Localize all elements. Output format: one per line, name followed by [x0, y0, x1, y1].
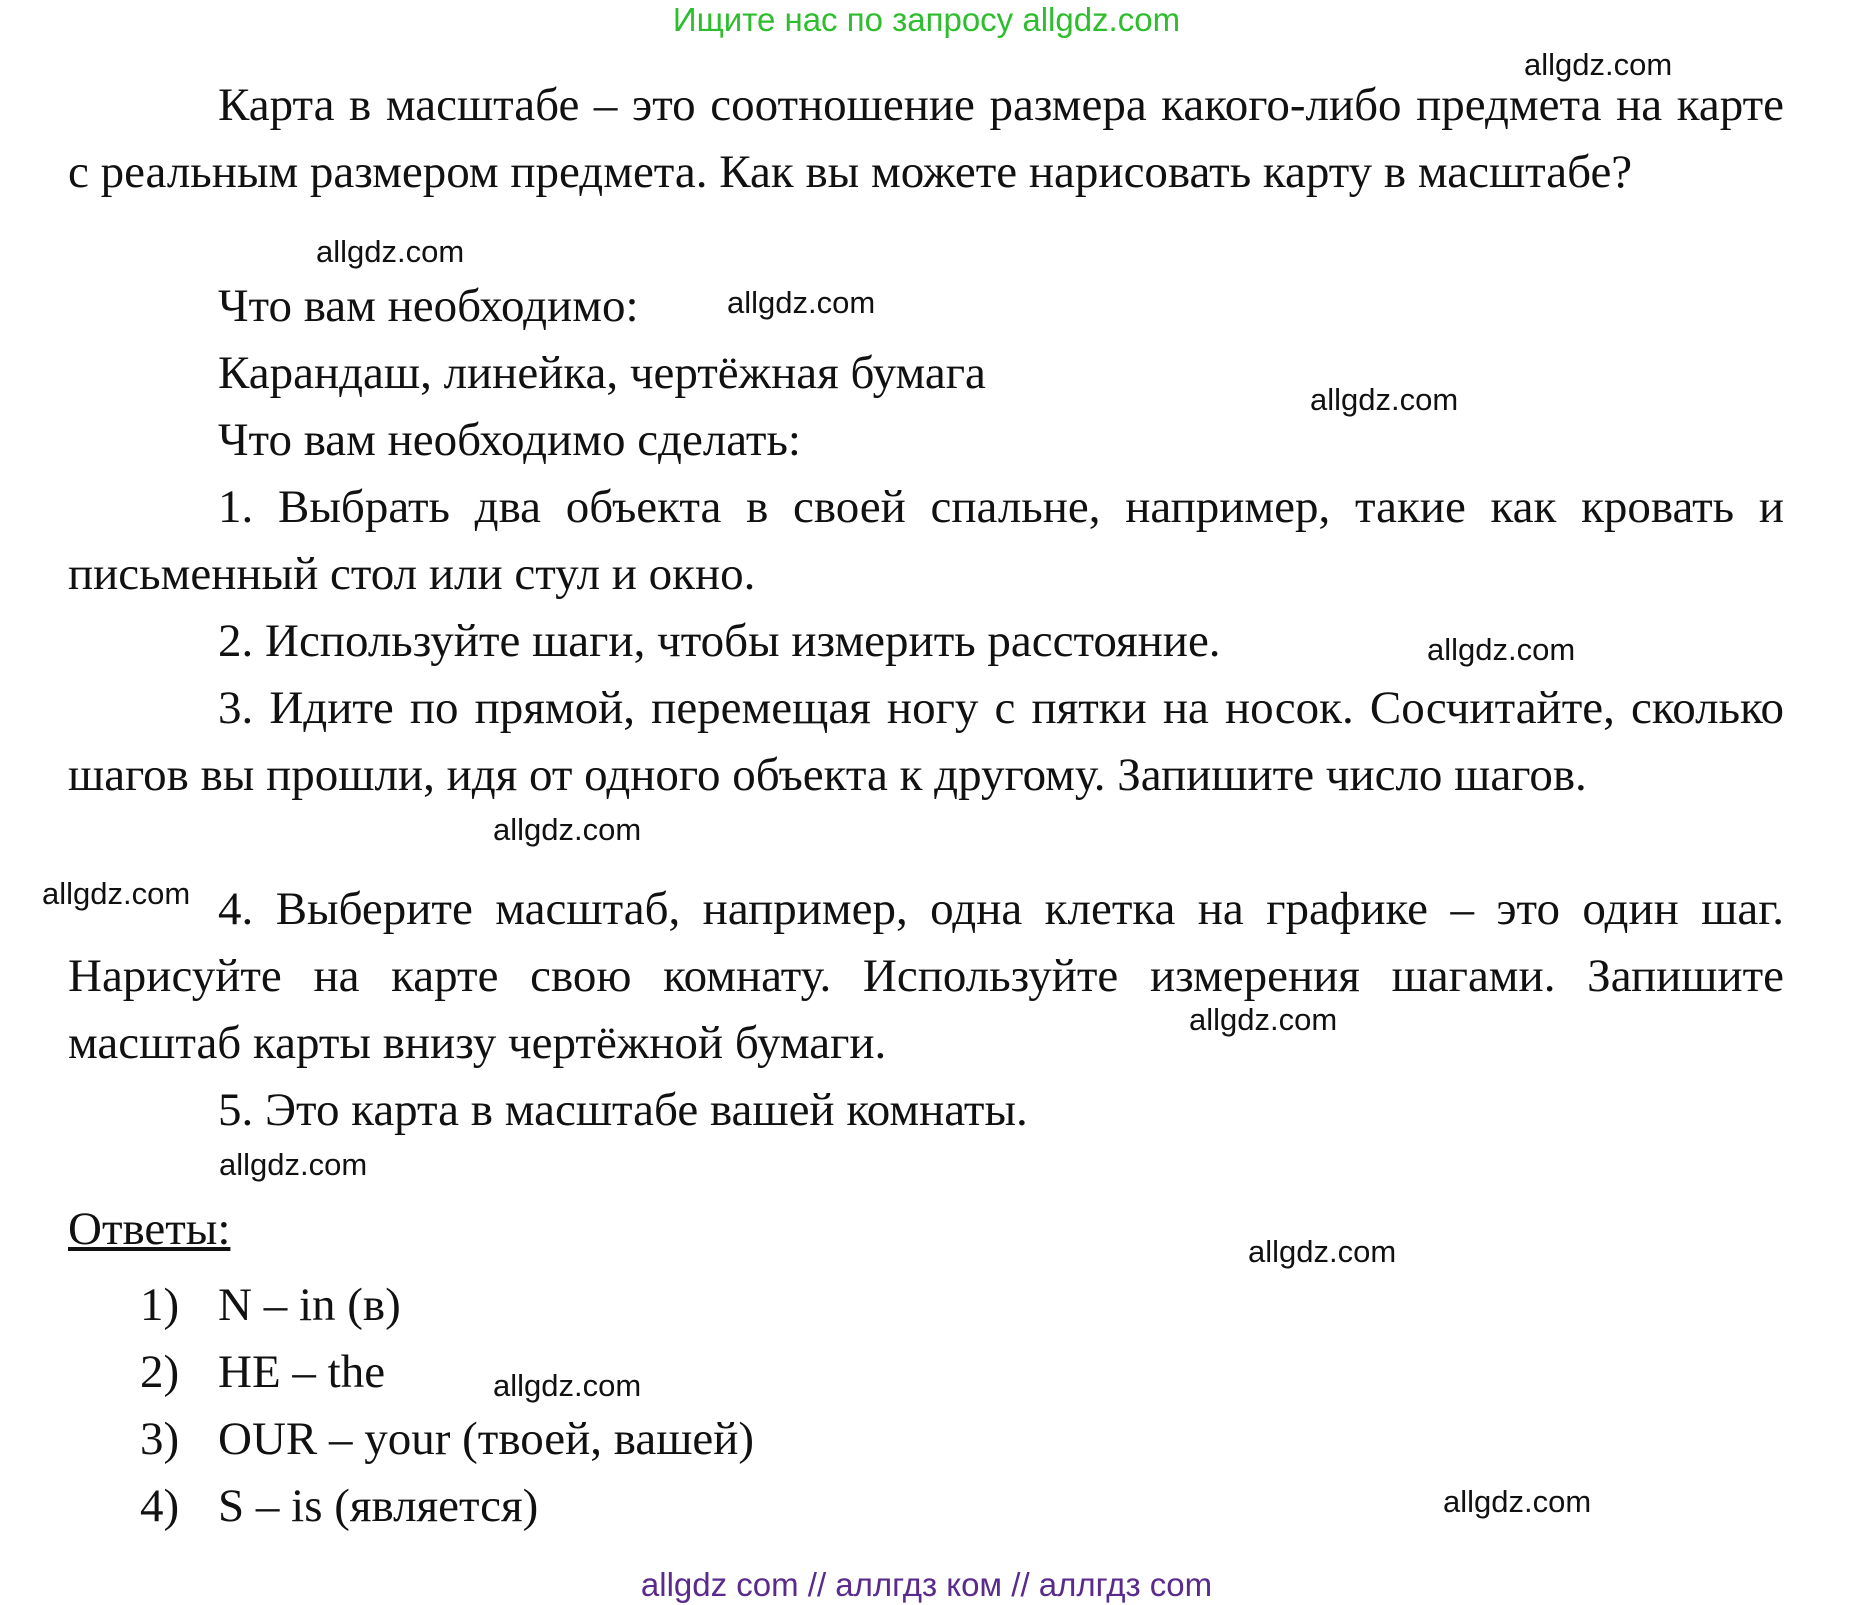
step-1: 1. Выбрать два объекта в своей спальне, например, такие как кровать и письменный стол или стул и окно.: [68, 481, 1784, 600]
footer-banner: allgdz com // аллгдз ком // аллгдз com: [640, 1566, 1213, 1603]
answer-text: N – in (в): [218, 1279, 401, 1331]
step-3: 3. Идите по прямой, перемещая ногу с пятки на носок. Сосчитайте, сколько шагов вы прошли, идя от одного объекта к другому. Запишите число шагов.: [68, 682, 1784, 801]
watermark: allgdz.com: [219, 1147, 368, 1182]
answer-item: [140, 1473, 538, 1540]
answer-number: 1): [140, 1279, 180, 1331]
watermark: allgdz.com: [1310, 382, 1459, 417]
answer-text: HE – the: [218, 1346, 386, 1398]
answer-text: S – is (является): [218, 1480, 539, 1532]
answers-heading: Ответы:: [68, 1203, 231, 1255]
answer-item: [140, 1339, 385, 1406]
answer-item: [140, 1406, 754, 1473]
watermark: allgdz.com: [1427, 632, 1576, 667]
answer-number: 4): [140, 1480, 180, 1532]
watermark: allgdz.com: [493, 812, 642, 847]
do-heading: Что вам необходимо сделать:: [218, 414, 801, 466]
step-4: 4. Выберите масштаб, например, одна клетка на графике – это один шаг. Нарисуйте на карте свою комнату. Используйте измерения шагами. Запишите масштаб карты внизу чертёжной бумаги.: [68, 883, 1784, 1069]
watermark: allgdz.com: [1524, 47, 1673, 82]
step-5: 5. Это карта в масштабе вашей комнаты.: [218, 1084, 1028, 1136]
watermark: allgdz.com: [1189, 1002, 1338, 1037]
watermark: allgdz.com: [1248, 1234, 1397, 1269]
watermark: allgdz.com: [316, 234, 465, 269]
answer-item: [140, 1272, 401, 1339]
step-2: 2. Используйте шаги, чтобы измерить расстояние.: [218, 615, 1221, 667]
watermark: allgdz.com: [727, 285, 876, 320]
watermark: allgdz.com: [493, 1368, 642, 1403]
intro-paragraph: Карта в масштабе – это соотношение размера какого-либо предмета на карте с реальным размером предмета. Как вы можете нарисовать карту в масштабе?: [68, 79, 1784, 198]
top-banner: Ищите нас по запросу allgdz.com: [672, 1, 1181, 38]
materials-line: Карандаш, линейка, чертёжная бумага: [218, 347, 986, 399]
answer-number: 3): [140, 1413, 180, 1465]
answer-text: OUR – your (твоей, вашей): [218, 1413, 755, 1465]
watermark: allgdz.com: [42, 876, 191, 911]
need-heading: Что вам необходимо:: [218, 280, 639, 332]
answer-number: 2): [140, 1346, 180, 1398]
watermark: allgdz.com: [1443, 1484, 1592, 1519]
